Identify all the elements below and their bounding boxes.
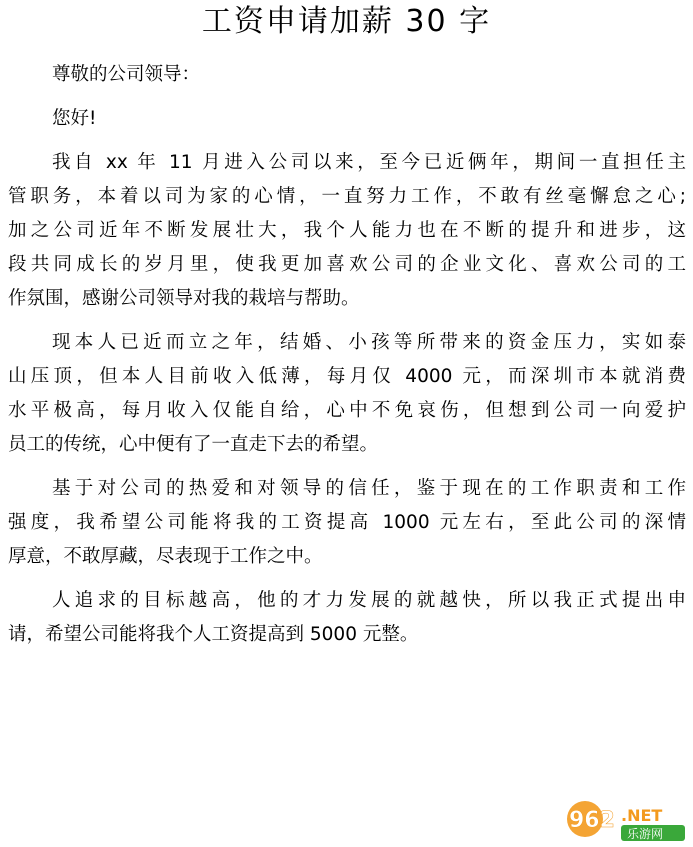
paragraph-line: 请，希望公司能将我个人工资提高到 5000 元整。: [8, 624, 419, 645]
paragraph-1: [8, 146, 686, 316]
greeting: 您好!: [52, 108, 97, 129]
paragraph-line: 作氛围，感谢公司领导对我的栽培与帮助。: [8, 288, 360, 309]
paragraph-line: 厚意，不敢厚藏，尽表现于工作之中。: [8, 546, 323, 567]
paragraph-line: 我自 xx 年 11 月进入公司以来，至今已近俩年，期间一直担任主: [52, 152, 686, 173]
document-title: 工资申请加薪 30 字: [201, 4, 492, 39]
logo-subtitle-text: 乐游网: [627, 827, 664, 841]
paragraph-line: 基于对公司的热爱和对领导的信任，鉴于现在的工作职责和工作: [52, 478, 686, 499]
paragraph-line: 管职务，本着以司为家的心情，一直努力工作，不敢有丝毫懈怠之心;: [8, 186, 686, 207]
paragraph-3: [8, 472, 686, 574]
site-watermark-logo: [563, 799, 689, 843]
paragraph-line: 加之公司近年不断发展壮大，我个人能力也在不断的提升和进步，这: [8, 220, 686, 241]
paragraph-4: [8, 584, 686, 652]
paragraph-line: 人追求的目标越高，他的才力发展的就越快，所以我正式提出申: [52, 590, 686, 611]
paragraph-line: 水平极高，每月收入仅能自给，心中不免哀伤，但想到公司一向爱护: [8, 400, 686, 421]
paragraph-line: 段共同成长的岁月里，使我更加喜欢公司的企业文化、喜欢公司的工: [8, 254, 686, 275]
salutation: 尊敬的公司领导：: [52, 64, 201, 85]
paragraph-line: 山压顶，但本人目前收入低薄，每月仅 4000 元，而深圳市本就消费: [8, 366, 686, 387]
paragraph-line: 现本人已近而立之年，结婚、小孩等所带来的资金压力，实如泰: [52, 332, 686, 353]
logo-suffix-text: .NET: [621, 806, 663, 825]
paragraph-line: 员工的传统，心中便有了一直走下去的希望。: [8, 434, 379, 455]
paragraph-2: [8, 326, 686, 462]
paragraph-line: 强度，我希望公司能将我的工资提高 1000 元左右，至此公司的深情: [8, 512, 686, 533]
document-body: [8, 58, 686, 652]
watermark-logo-graphic: [563, 799, 689, 843]
logo-number-text: 962: [569, 808, 615, 833]
